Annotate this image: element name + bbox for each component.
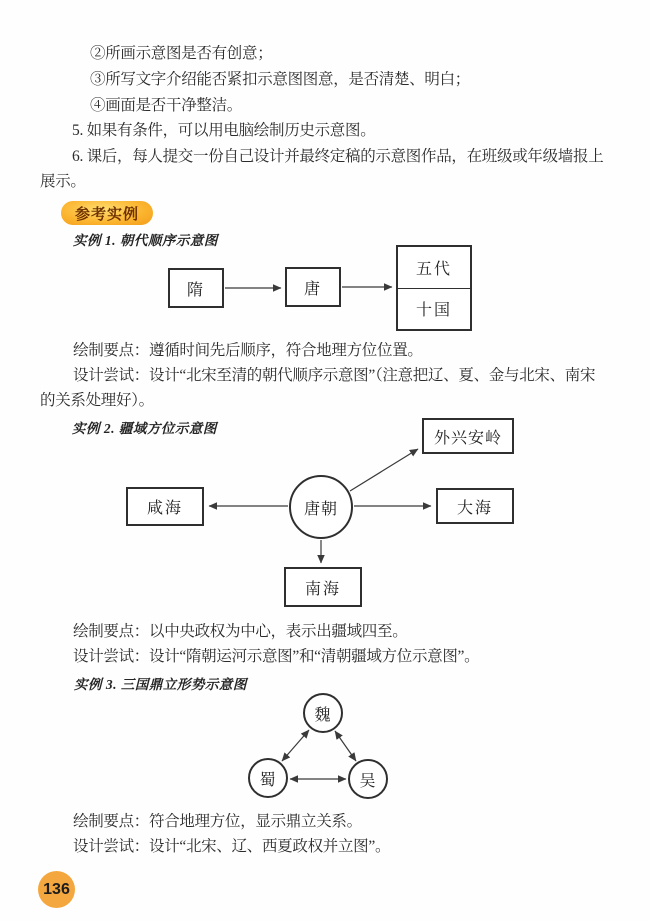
example1-note-try: 设计尝试：设计“北宋至清的朝代顺序示意图”（注意把辽、夏、金与北宋、南宋 bbox=[73, 367, 596, 384]
section-badge-label: 参考实例 bbox=[74, 206, 139, 223]
diagram1-node-sui: 隋 bbox=[168, 268, 224, 308]
example2-title: 实例 2. 疆域方位示意图 bbox=[72, 421, 217, 436]
example1-note-try-wrap: 的关系处理好）。 bbox=[40, 392, 154, 409]
step-item-6-wrap: 展示。 bbox=[40, 173, 86, 190]
checklist-item-2: ②所画示意图是否有创意； bbox=[90, 45, 273, 62]
step-item-5: 5. 如果有条件，可以用电脑绘制历史示意图。 bbox=[72, 122, 376, 139]
checklist-item-3: ③所写文字介绍能否紧扣示意图图意，是否清楚、明白； bbox=[90, 71, 471, 88]
arrow-wei-wu bbox=[335, 731, 356, 761]
diagram3-node-shu: 蜀 bbox=[248, 758, 288, 798]
example2-note-try: 设计尝试：设计“隋朝运河示意图”和“清朝疆域方位示意图”。 bbox=[73, 648, 480, 665]
diagram2-node-center: 唐朝 bbox=[289, 475, 353, 539]
diagram1-node-shiguo: 十国 bbox=[415, 302, 452, 320]
section-badge bbox=[61, 201, 153, 225]
diagram2-node-south: 南海 bbox=[284, 567, 362, 607]
diagram1-node-wudai-shiguo bbox=[396, 245, 472, 331]
checklist-item-4: ④画面是否干净整洁。 bbox=[90, 97, 243, 114]
example1-title: 实例 1. 朝代顺序示意图 bbox=[73, 233, 218, 248]
example3-title: 实例 3. 三国鼎立形势示意图 bbox=[74, 677, 247, 692]
diagram1-node-tang: 唐 bbox=[285, 267, 341, 307]
step-item-6: 6. 课后，每人提交一份自己设计并最终定稿的示意图作品，在班级或年级墙报上 bbox=[72, 148, 604, 165]
example3-note-try: 设计尝试：设计“北宋、辽、西夏政权并立图”。 bbox=[73, 838, 391, 855]
diagram3-node-wu: 吴 bbox=[348, 759, 388, 799]
diagram2-node-northeast: 外兴安岭 bbox=[422, 418, 514, 454]
diagram2-node-east: 大海 bbox=[436, 488, 514, 524]
arrow-shu-wei bbox=[282, 730, 309, 761]
arrow-tang-to-northeast bbox=[350, 449, 418, 491]
diagram3-node-wei: 魏 bbox=[303, 693, 343, 733]
example1-note-points: 绘制要点：遵循时间先后顺序，符合地理方位位置。 bbox=[73, 342, 423, 359]
page-number: 136 bbox=[43, 880, 70, 898]
example2-note-points: 绘制要点：以中央政权为中心，表示出疆域四至。 bbox=[73, 623, 408, 640]
diagram2-node-west: 咸海 bbox=[126, 487, 204, 526]
page-number-badge bbox=[38, 871, 75, 908]
diagram1-node-wudai: 五代 bbox=[398, 247, 470, 289]
example3-note-points: 绘制要点：符合地理方位，显示鼎立关系。 bbox=[73, 813, 362, 830]
